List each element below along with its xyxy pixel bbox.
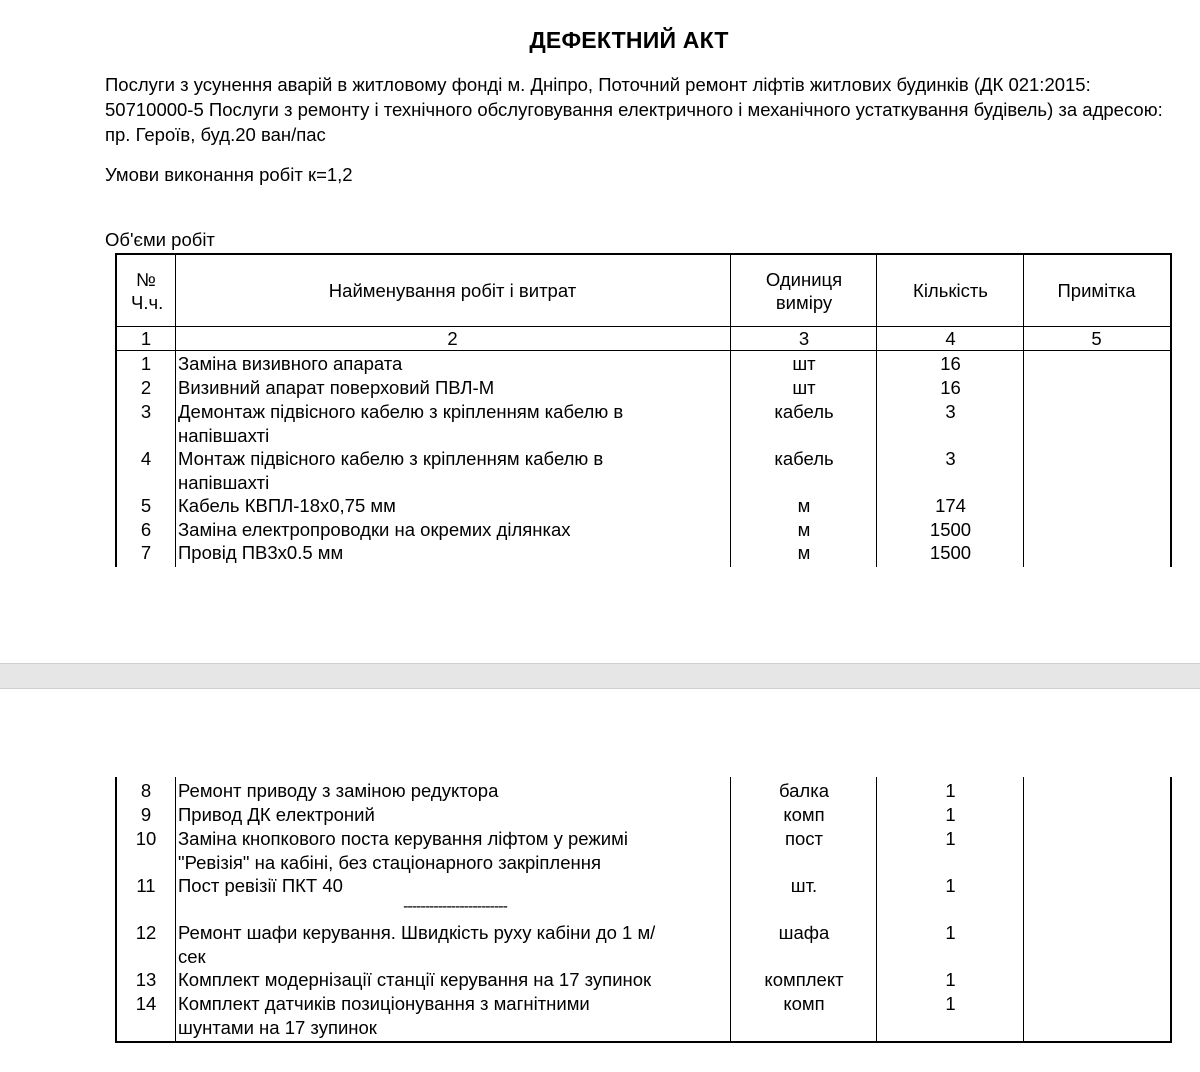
row-unit: шафа [778,922,830,943]
row-qty: 1 [945,804,956,825]
row-qty: 1 [945,828,956,849]
header-unit: Одиниця виміру [765,268,843,313]
row-name: Провід ПВ3х0.5 мм [178,542,344,563]
row-unit: балка [778,780,830,801]
works-table-page2 [115,777,1172,1043]
row-qty: 1 [945,875,956,896]
row-num: 9 [140,804,152,825]
row-unit: шт. [790,875,818,896]
header-note: Примітка [1057,280,1136,301]
row-num: 1 [140,353,152,374]
row-unit: пост [784,828,824,849]
row-unit: комп [783,993,825,1014]
row-num: 5 [140,495,152,516]
row-name: Ремонт шафи керування. Швидкість руху кабіни до 1 м/сек [178,922,656,967]
row-num: 11 [136,875,156,896]
row-num: 14 [135,993,157,1014]
row-unit: комп [783,804,825,825]
page-break [0,663,1200,689]
row-num: 2 [140,377,152,398]
row-name: Монтаж підвісного кабелю з кріпленням кабелю в напівшахті [178,448,604,493]
row-num: 6 [140,519,152,540]
header-qty: Кількість [913,280,988,301]
row-num: 4 [140,448,152,469]
row-name: Пост ревізії ПКТ 40 [178,875,343,896]
section-label: Об'єми робіт [105,229,215,250]
row-num: 3 [140,401,152,422]
row-qty: 1 [945,780,956,801]
row-name: Комплект датчиків позиціонування з магнітними шунтами на 17 зупинок [178,993,590,1038]
works-table-page1 [115,253,1172,567]
row-num: 13 [135,969,157,990]
row-unit: комплект [764,969,844,990]
row-qty: 1 [945,993,956,1014]
row-name: Заміна електропроводки на окремих ділянках [178,519,571,540]
separator-line: ------------------------ [403,898,507,915]
row-unit: м [797,519,811,540]
row-num: 7 [140,542,152,563]
row-qty: 1 [945,969,956,990]
col-number-2: 2 [447,328,458,349]
row-name: Демонтаж підвісного кабелю з кріпленням кабелю в напівшахті [178,401,624,446]
page-title: ДЕФЕКТНИЙ АКТ [529,27,729,53]
row-qty: 16 [940,353,961,374]
col-number-1: 1 [140,328,152,349]
row-qty: 3 [945,401,956,422]
header-num: № Ч.ч. [131,268,164,313]
work-description: Послуги з усунення аварій в житловому фонді м. Дніпро, Поточний ремонт ліфтів житлових будинків (ДК 021:2015: 50710000-5 Послуги з ремонту і технічного обслуговування електричного і механічного устаткування будівель) за адресою: пр. Героїв, буд.20 ван/пас [105,74,1163,145]
row-qty: 1 [945,922,956,943]
row-qty: 1500 [929,519,972,540]
row-qty: 16 [940,377,961,398]
row-unit: шт [792,377,816,398]
header-name: Найменування робіт і витрат [328,280,577,301]
row-name: Заміна кнопкового поста керування ліфтом у режимі "Ревізія" на кабіні, без стаціонарного закріплення [178,828,628,873]
row-name: Визивний апарат поверховий ПВЛ-М [178,377,495,398]
row-qty: 3 [945,448,956,469]
row-name: Комплект модернізації станції керування на 17 зупинок [178,969,652,990]
row-name: Ремонт приводу з заміною редуктора [178,780,499,801]
row-num: 12 [135,922,157,943]
row-unit: кабель [774,448,834,469]
row-unit: шт [792,353,816,374]
row-num: 10 [135,828,157,849]
col-number-3: 3 [798,328,810,349]
col-number-4: 4 [945,328,956,349]
row-name: Кабель КВПЛ-18х0,75 мм [178,495,396,516]
row-num: 8 [140,780,152,801]
col-number-5: 5 [1091,328,1102,349]
work-conditions: Умови виконання робіт к=1,2 [105,164,353,185]
row-name: Привод ДК електроний [178,804,375,825]
row-unit: кабель [774,401,834,422]
row-qty: 174 [935,495,966,516]
row-name: Заміна визивного апарата [178,353,403,374]
row-unit: м [797,542,811,563]
row-qty: 1500 [929,542,972,563]
row-unit: м [797,495,811,516]
